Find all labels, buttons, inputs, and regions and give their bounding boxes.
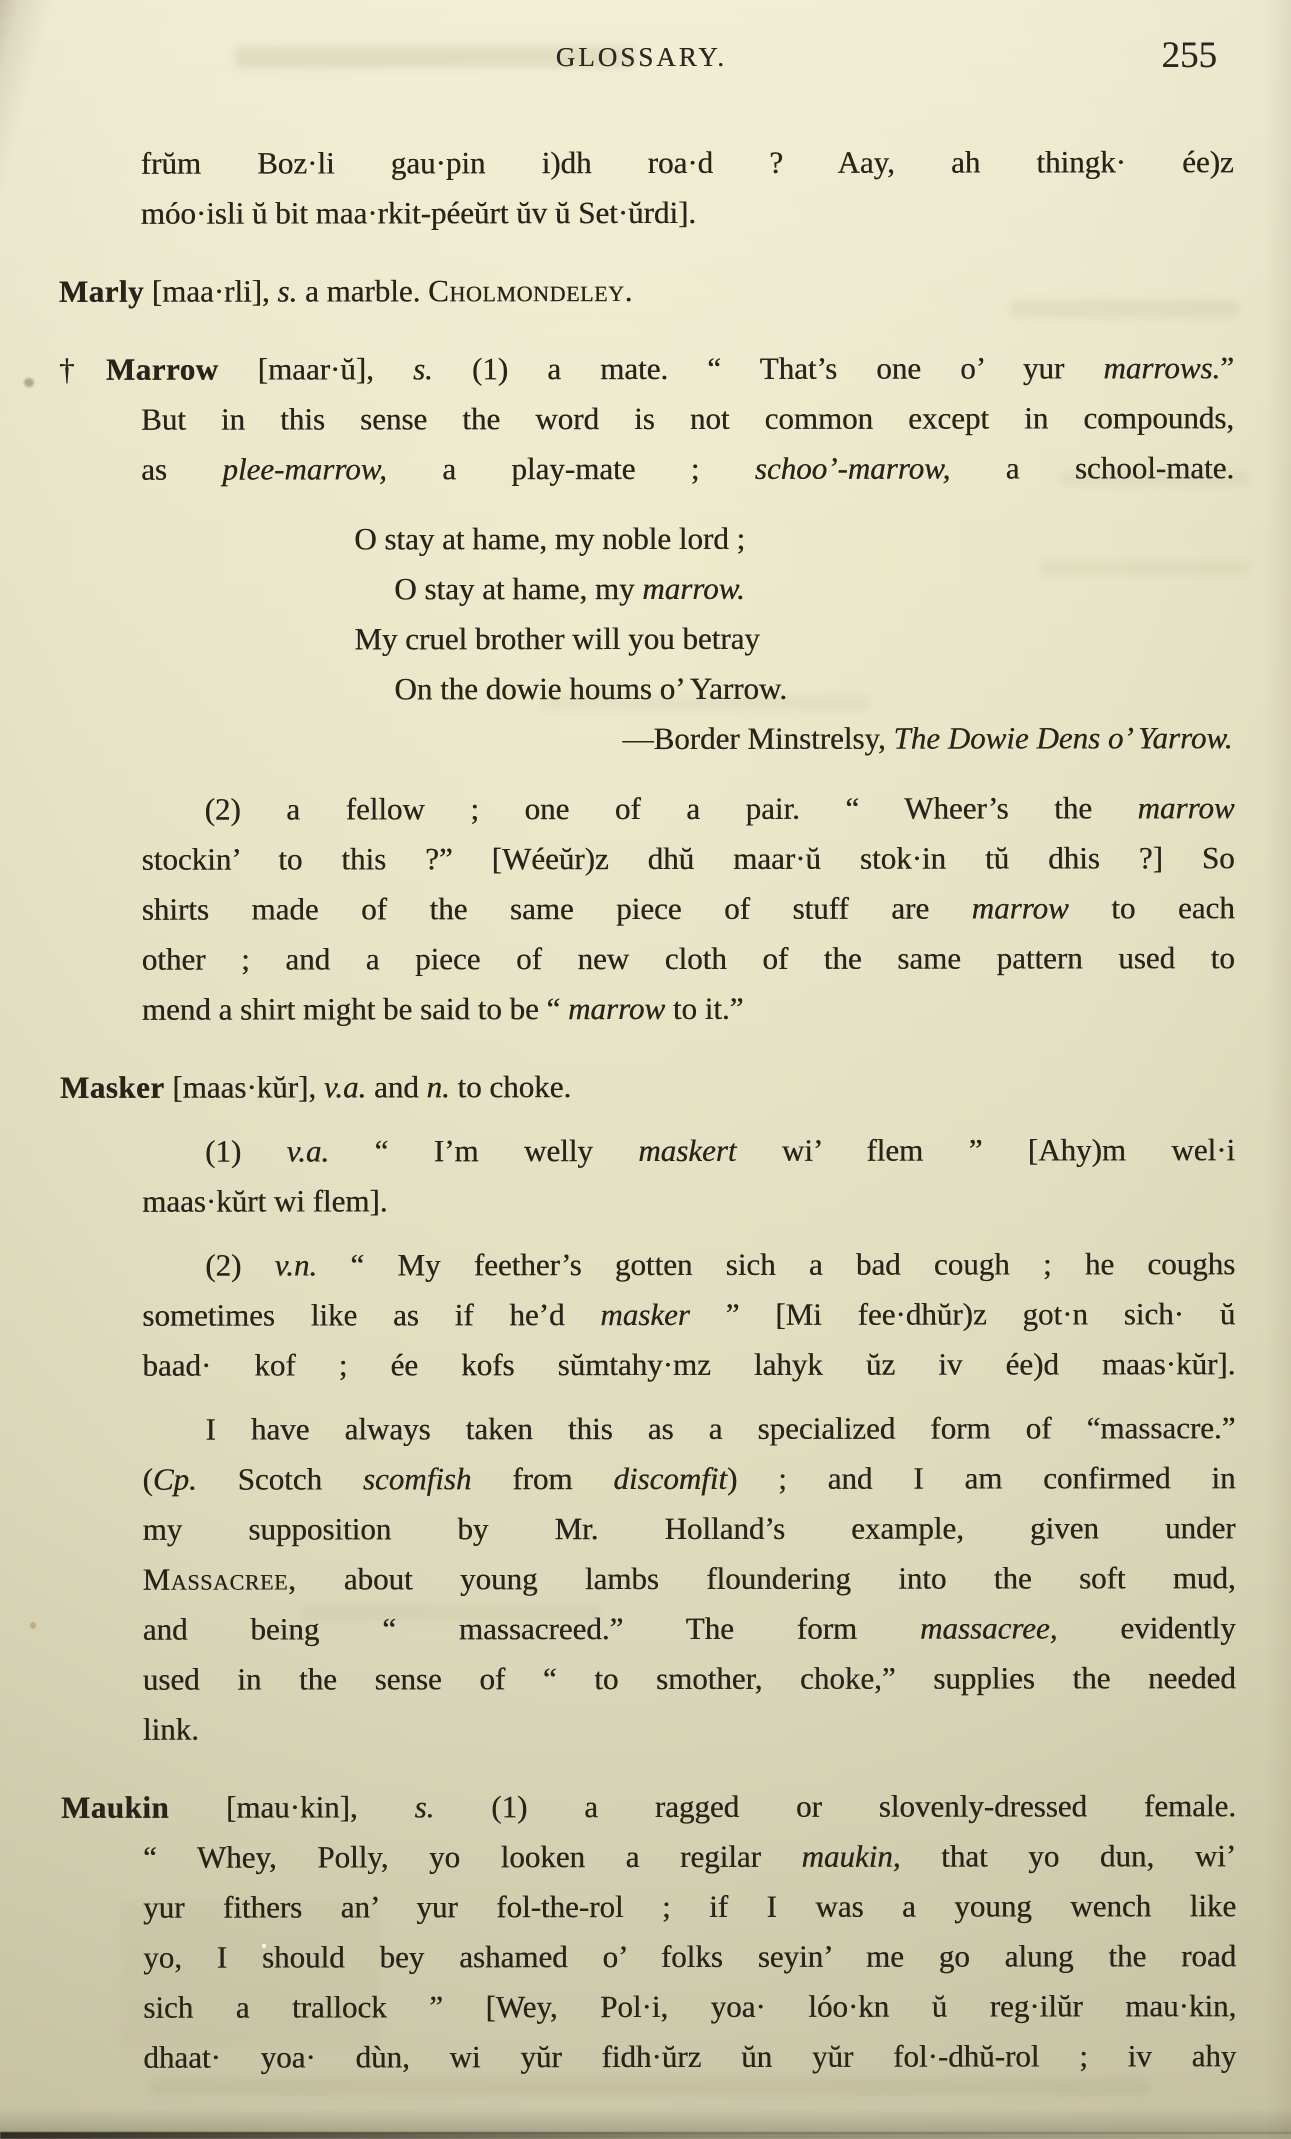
text-segment: plee-marrow, (222, 451, 387, 487)
text-segment: s. (414, 1789, 435, 1825)
text-segment: [maa·rli], (143, 273, 278, 309)
text-segment: a marble. (297, 273, 429, 309)
text-segment: v.n. (274, 1247, 318, 1283)
poem-line (59, 663, 1234, 715)
text-segment: link. (142, 1711, 199, 1747)
poem-line (59, 513, 1234, 565)
text-line (60, 783, 1235, 835)
text-segment: O stay at hame, my (394, 571, 643, 607)
text-segment: massacree, (919, 1610, 1058, 1646)
text-block (59, 137, 1237, 2083)
text-segment: Marly (58, 273, 145, 309)
text-segment: masker (600, 1296, 690, 1333)
page-header (58, 34, 1235, 84)
text-line (61, 2031, 1236, 2083)
text-line (61, 1703, 1236, 1755)
text-segment: [mau·kin], (169, 1789, 415, 1825)
text-segment: marrow. (642, 570, 745, 607)
text-line (60, 1453, 1235, 1505)
text-segment: The Dowie Dens o’ Yarrow. (893, 720, 1233, 756)
text-line (60, 933, 1235, 985)
text-segment: that yo dun, wi’ (900, 1838, 1237, 1874)
text-line (61, 1931, 1236, 1983)
text-segment: and being “ massacreed.” The form (142, 1610, 920, 1647)
text-segment: maukin, (801, 1838, 901, 1874)
text-line (61, 1881, 1236, 1933)
text-segment: sich a trallock ” [Wey, Pol·i, yoa· lóo·kn ŭ reg·ilŭr mau·kin, (143, 1988, 1237, 2025)
text-line (60, 1403, 1235, 1455)
paper-speck (24, 378, 34, 387)
page-bottom-shadow (0, 2108, 1291, 2134)
text-line (60, 833, 1235, 885)
text-segment: dhaat· yoa· dùn, wi yŭr fidh·ŭrz ŭn yŭr fol·-dhŭ-rol ; iv ahy (143, 2038, 1237, 2075)
text-segment: shirts made of the same piece of stuff are (141, 890, 972, 927)
text-segment: n. (426, 1069, 450, 1105)
text-line (61, 1653, 1236, 1705)
poem-line (59, 613, 1234, 665)
text-segment: (2) (205, 1247, 275, 1283)
text-segment: (1) a mate. “ That’s one o’ yur (432, 350, 1104, 387)
text-segment: mend a shirt might be said to be “ (141, 991, 569, 1027)
poem-attribution (59, 713, 1234, 765)
text-segment: marrow (1137, 790, 1235, 826)
text-segment: My cruel brother will you betray (354, 620, 760, 657)
text-segment: and (366, 1069, 427, 1105)
text-segment: Massacree, (142, 1561, 297, 1597)
text-segment: But in this sense the word is not common except in compounds, (141, 400, 1235, 437)
text-segment: Scotch (196, 1461, 363, 1497)
text-line (59, 443, 1234, 495)
text-line (60, 1239, 1235, 1291)
text-segment: schoo’-marrow, (754, 450, 951, 486)
text-segment: “ I’m welly (329, 1133, 639, 1169)
entry-marly (59, 265, 1234, 317)
text-segment: “ My feether’s gotten sich a bad cough ; he coughs (317, 1246, 1236, 1283)
text-segment: frŭm Boz·li gau·pin i)dh roa·d ? Aay, ah thingk· ée)z (140, 144, 1234, 181)
text-segment: baad· kof ; ée kofs sŭmtahy·mz lahyk ŭz iv ée)d maas·kŭr]. (142, 1346, 1236, 1383)
text-segment: yur fithers an’ yur fol-the-rol ; if I was a young wench like (143, 1888, 1237, 1925)
text-segment: [maas·kŭr], (164, 1069, 324, 1105)
text-segment: a school-mate. (950, 450, 1235, 486)
text-line (61, 1831, 1236, 1883)
text-segment: evidently (1057, 1610, 1236, 1646)
text-line (60, 1289, 1235, 1341)
text-segment: (1) a ragged or slovenly-dressed female. (434, 1788, 1236, 1825)
text-segment: used in the sense of “ to smother, choke,” supplies the needed (142, 1660, 1236, 1697)
text-segment: On the dowie houms o’ Yarrow. (394, 670, 788, 707)
text-segment: ) ; and I am confirmed in (726, 1460, 1236, 1496)
text-segment: maas·kŭrt wi flem]. (142, 1183, 388, 1219)
text-segment: as (141, 451, 223, 487)
text-line (60, 883, 1235, 935)
text-segment: (2) a fellow ; one of a pair. “ Wheer’s the (204, 790, 1138, 827)
text-line (61, 1981, 1236, 2033)
text-segment: a play-mate ; (386, 450, 755, 487)
text-segment: marrow (568, 990, 666, 1027)
text-segment: scomfish (362, 1461, 472, 1497)
text-segment: marrows. (1103, 350, 1221, 386)
text-segment: ( (142, 1461, 153, 1497)
text-line (59, 137, 1234, 189)
text-line (60, 1125, 1235, 1177)
text-segment: Maukin (60, 1789, 170, 1825)
text-segment: —Border Minstrelsy, (622, 720, 894, 757)
text-segment: from (471, 1461, 614, 1497)
text-segment: wi’ flem ” [Ahy)m wel·i (736, 1132, 1236, 1168)
text-segment: about young lambs floundering into the soft mud, (296, 1560, 1236, 1597)
entry-maukin (61, 1781, 1236, 1833)
text-segment: sometimes like as if he’d (142, 1297, 601, 1333)
text-segment: my supposition by Mr. Holland’s example, given under (142, 1510, 1236, 1547)
text-segment: to choke. (449, 1069, 572, 1105)
text-segment: O stay at hame, my noble lord ; (354, 520, 746, 557)
text-segment: Marrow (105, 351, 219, 387)
text-line (60, 1175, 1235, 1227)
text-segment: Cholmondeley. (428, 273, 633, 309)
text-line (61, 1553, 1236, 1605)
text-segment: other ; and a piece of new cloth of the same pattern used to (141, 940, 1235, 977)
entry-marrow (59, 343, 1234, 395)
text-segment: [maar·ŭ], (218, 351, 413, 387)
text-segment: s. (412, 351, 433, 387)
running-title: GLOSSARY. (555, 42, 728, 72)
text-segment: (1) (205, 1133, 287, 1169)
text-segment: v.a. (286, 1133, 330, 1169)
text-segment: to it.” (665, 990, 744, 1026)
text-segment: marrow (971, 890, 1069, 926)
text-line (60, 983, 1235, 1035)
text-segment: † (58, 351, 106, 387)
text-segment: I have always taken this as a specialized form of “massacre.” (205, 1410, 1236, 1447)
text-line (61, 1503, 1236, 1555)
text-segment: stockin’ to this ?” [Wéeŭr)z dhŭ maar·ŭ stok·in tŭ dhis ?] So (141, 840, 1235, 877)
text-segment: yo, I should bey ashamed o’ folks seyin’ me go alung the road (143, 1938, 1237, 1975)
text-segment: Cp. (152, 1461, 197, 1497)
text-line (59, 187, 1234, 239)
text-segment: ” (1220, 350, 1234, 386)
text-segment: discomfit (613, 1460, 728, 1497)
text-segment: Masker (59, 1069, 165, 1105)
text-segment: “ Whey, Polly, yo looken a regilar (143, 1838, 802, 1875)
text-line (59, 393, 1234, 445)
paper-speck (30, 1622, 36, 1629)
text-segment: to each (1068, 890, 1235, 926)
entry-masker (60, 1061, 1235, 1113)
page-number: 255 (1161, 35, 1217, 76)
text-line (60, 1339, 1235, 1391)
text-segment: móo·isli ŭ bit maa·rkit-péeŭrt ŭv ŭ Set·ŭrdi]. (140, 194, 697, 231)
text-line (61, 1603, 1236, 1655)
text-segment: s. (277, 273, 298, 309)
poem-line (59, 563, 1234, 615)
text-segment: v.a. (323, 1069, 367, 1105)
page-bottom-edge (0, 2132, 1291, 2139)
text-segment: maskert (638, 1132, 737, 1169)
text-segment: ” [Mi fee·dhŭr)z got·n sich· ŭ (689, 1296, 1236, 1332)
